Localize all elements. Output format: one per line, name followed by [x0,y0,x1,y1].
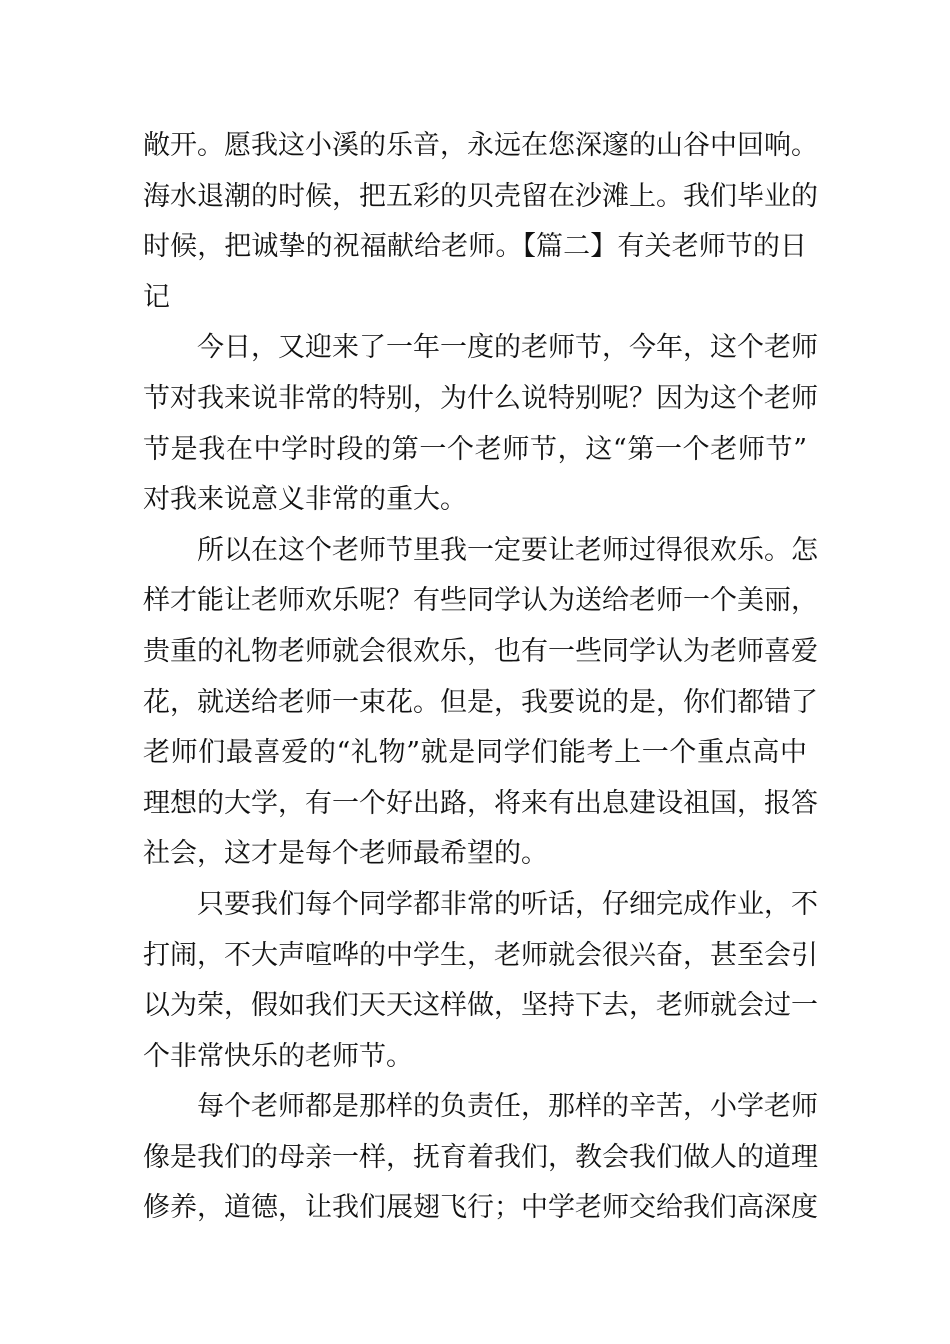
text-line: 时候，把诚挚的祝福献给老师。【篇二】有关老师节的日 [143,231,807,263]
text-line: 贵重的礼物老师就会很欢乐，也有一些同学认为老师喜爱 [143,635,818,667]
text-line: 以为荣，假如我们天天这样做，坚持下去，老师就会过一 [143,990,818,1022]
paragraph-first-line: 今日，又迎来了一年一度的老师节，今年，这个老师 [143,332,818,364]
text-line: 像是我们的母亲一样，抚育着我们，教会我们做人的道理 [143,1141,818,1173]
text-line: 节对我来说非常的特别，为什么说特别呢？因为这个老师 [143,382,818,414]
text-line: 社会，这才是每个老师最希望的。 [143,838,548,870]
paragraph-first-line: 每个老师都是那样的负责任，那样的辛苦，小学老师 [143,1091,818,1123]
text-line: 花，就送给老师一束花。但是，我要说的是，你们都错了 [143,686,818,718]
text-line: 理想的大学，有一个好出路，将来有出息建设祖国，报答 [143,787,818,819]
text-line: 个非常快乐的老师节。 [143,1040,413,1072]
text-line: 修养，道德，让我们展翅飞行；中学老师交给我们高深度 [143,1192,818,1224]
paragraph-first-line: 只要我们每个同学都非常的听话，仔细完成作业，不 [143,888,818,920]
text-line: 打闹，不大声喧哗的中学生，老师就会很兴奋，甚至会引 [143,939,818,971]
text-line: 样才能让老师欢乐呢？有些同学认为送给老师一个美丽， [143,585,818,617]
text-line: 海水退潮的时候，把五彩的贝壳留在沙滩上。我们毕业的 [143,180,818,212]
text-line: 敞开。愿我这小溪的乐音，永远在您深邃的山谷中回响。 [143,130,818,161]
paragraph-first-line: 所以在这个老师节里我一定要让老师过得很欢乐。怎 [143,534,818,566]
text-line: 记 [143,281,170,313]
text-line: 节是我在中学时段的第一个老师节，这“第一个老师节” [143,433,807,465]
text-line: 老师们最喜爱的“礼物”就是同学们能考上一个重点高中 [143,737,807,769]
text-line: 对我来说意义非常的重大。 [143,484,467,516]
document-body [143,121,818,1234]
